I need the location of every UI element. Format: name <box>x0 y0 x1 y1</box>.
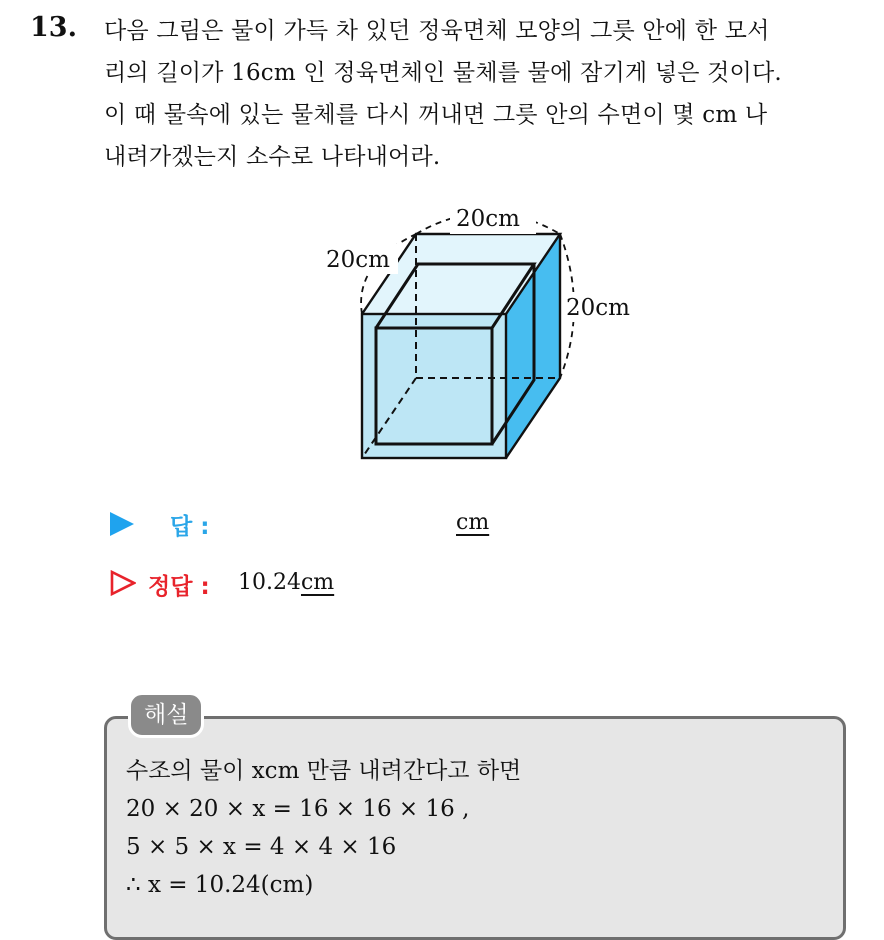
solution-tab: 해설 <box>128 692 204 738</box>
correct-value: 10.24 <box>238 570 301 595</box>
tank-front-face <box>362 314 506 458</box>
solution-line: 수조의 물이 xcm 만큼 내려간다고 하면 <box>126 758 522 784</box>
solution-line: 20 × 20 × x = 16 × 16 × 16 , <box>126 796 470 822</box>
solution-line: ∴ x = 10.24(cm) <box>126 872 314 898</box>
outline-triangle-icon <box>110 570 136 596</box>
dim-label-top: 20cm <box>456 206 520 232</box>
answer-unit: cm <box>456 510 490 535</box>
question-number: 13. <box>30 12 77 43</box>
solution-text <box>126 752 521 904</box>
question-line: 이 때 물속에 있는 물체를 다시 꺼내면 그릇 안의 수면이 몇 cm 나 <box>104 102 768 128</box>
correct-answer-value <box>238 570 334 595</box>
filled-triangle-icon <box>110 512 134 536</box>
question-text <box>104 10 864 178</box>
answer-label: 답 : <box>170 514 210 540</box>
question-line: 리의 길이가 16cm 인 정육면체인 물체를 물에 잠기게 넣은 것이다. <box>104 60 782 86</box>
correct-answer-label: 정답 : <box>148 574 210 600</box>
correct-unit: cm <box>300 570 335 595</box>
dim-label-left: 20cm <box>326 247 390 273</box>
question-line: 내려가겠는지 소수로 나타내어라. <box>104 144 441 170</box>
cube-in-tank-figure <box>320 196 650 466</box>
solution-line: 5 × 5 × x = 4 × 4 × 16 <box>126 834 397 860</box>
dim-label-right: 20cm <box>566 295 630 321</box>
question-line: 다음 그림은 물이 가득 차 있던 정육면체 모양의 그릇 안에 한 모서 <box>104 18 770 44</box>
